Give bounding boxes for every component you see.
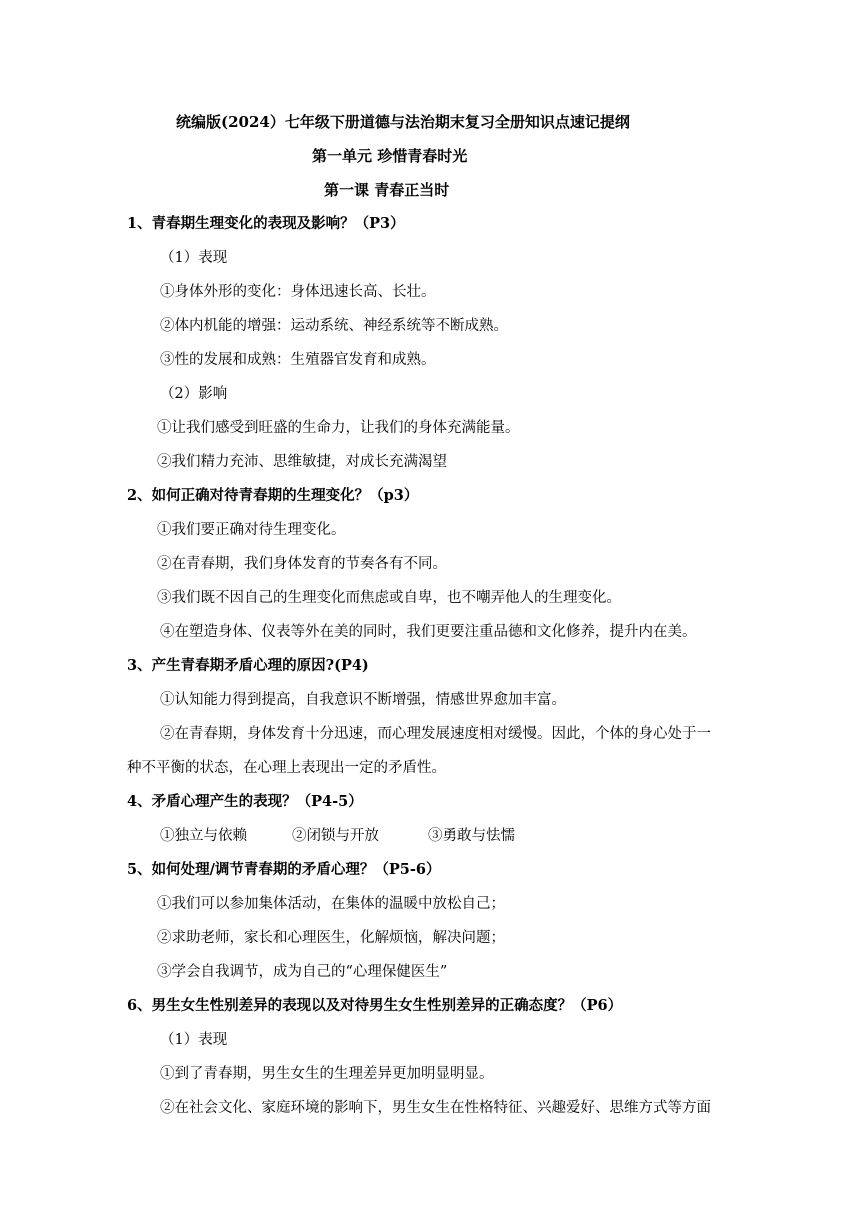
q6-item: ②在社会文化、家庭环境的影响下，男生女生在性格特征、兴趣爱好、思维方式等方面: [160, 1100, 711, 1116]
q5-item: ①我们可以参加集体活动，在集体的温暖中放松自己；: [157, 896, 505, 912]
q1-sub1: （1）表现: [160, 250, 228, 266]
q4-option: ①独立与依赖: [160, 828, 247, 844]
q3-item: ①认知能力得到提高，自我意识不断增强，情感世界愈加丰富。: [160, 692, 566, 708]
q4-option: ③勇敢与怯懦: [428, 828, 515, 844]
document-title: 统编版(2024）七年级下册道德与法治期末复习全册知识点速记提纲: [176, 113, 630, 131]
q5-heading: 5、如何处理/调节青春期的矛盾心理？（P5-6）: [127, 861, 441, 878]
q6-heading: 6、男生女生性别差异的表现以及对待男生女生性别差异的正确态度？（P6）: [127, 997, 623, 1014]
q3-heading: 3、产生青春期矛盾心理的原因?(P4): [127, 657, 369, 674]
lesson-title: 第一课 青春正当时: [324, 181, 450, 199]
q2-item: ②在青春期，我们身体发育的节奏各有不同。: [157, 556, 447, 572]
q6-sub1: （1）表现: [160, 1032, 228, 1048]
q3-item: ②在青春期，身体发育十分迅速，而心理发展速度相对缓慢。因此，个体的身心处于一: [160, 726, 711, 742]
q1-heading: 1、青春期生理变化的表现及影响？（P3）: [127, 215, 405, 232]
q5-item: ③学会自我调节，成为自己的“心理保健医生”: [157, 964, 448, 980]
q2-item: ④在塑造身体、仪表等外在美的同时，我们更要注重品德和文化修养，提升内在美。: [160, 624, 697, 640]
q1-item: ②体内机能的增强：运动系统、神经系统等不断成熟。: [160, 318, 508, 334]
q3-item-continued: 种不平衡的状态，在心理上表现出一定的矛盾性。: [127, 760, 446, 776]
q4-options: [160, 826, 515, 846]
q6-item: ①到了青春期，男生女生的生理差异更加明显明显。: [160, 1066, 494, 1082]
q4-heading: 4、矛盾心理产生的表现？（P4-5）: [127, 793, 363, 810]
q1-sub2: （2）影响: [160, 386, 228, 402]
q5-item: ②求助老师，家长和心理医生，化解烦恼，解决问题；: [157, 930, 505, 946]
q4-option: ②闭锁与开放: [292, 828, 379, 844]
q2-item: ③我们既不因自己的生理变化而焦虑或自卑，也不嘲弄他人的生理变化。: [157, 590, 621, 606]
q1-item: ②我们精力充沛、思维敏捷，对成长充满渴望: [157, 454, 447, 470]
q1-item: ③性的发展和成熟：生殖器官发育和成熟。: [160, 352, 436, 368]
q2-heading: 2、如何正确对待青春期的生理变化？（p3）: [127, 487, 419, 504]
q1-item: ①身体外形的变化：身体迅速长高、长壮。: [160, 284, 436, 300]
q1-item: ①让我们感受到旺盛的生命力，让我们的身体充满能量。: [157, 420, 520, 436]
unit-title: 第一单元 珍惜青春时光: [312, 147, 468, 165]
q2-item: ①我们要正确对待生理变化。: [157, 522, 346, 538]
